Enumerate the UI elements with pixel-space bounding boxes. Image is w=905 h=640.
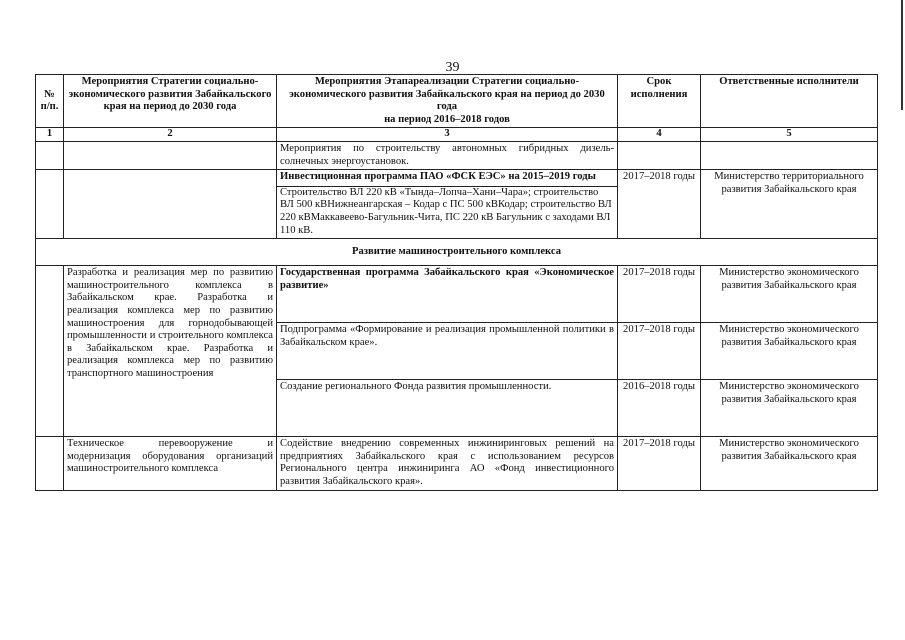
header-deadline: Срок исполнения <box>618 75 701 128</box>
header-stage-measures-line1: Мероприятия Этапареализации Стратегии социально-экономического развития Забайкальского края на период до 2030 года <box>289 76 605 113</box>
row-deadline: 2017–2018 годы <box>618 437 701 490</box>
column-number: 5 <box>701 128 878 142</box>
row-responsible: Министерство территориального развития Забайкальского края <box>701 170 878 239</box>
header-strategy-measures: Мероприятия Стратегии социально-экономического развития Забайкальского края на период до 2030 года <box>64 75 277 128</box>
table-row <box>36 141 878 169</box>
page-number: 39 <box>445 60 460 75</box>
column-number-row <box>36 128 878 142</box>
header-responsible: Ответственные исполнители <box>701 75 878 128</box>
section-row <box>36 239 878 266</box>
column-number: 1 <box>36 128 64 142</box>
row-deadline: 2016–2018 годы <box>618 380 701 437</box>
column-number: 4 <box>618 128 701 142</box>
scan-edge-artifact <box>901 0 903 110</box>
group-strategy-measure: Разработка и реализация мер по развитию машиностроительного комплекса в Забайкальском крае. Разработка и реализация комплекса мер по развитию машиностроения для горнодобывающей промышленности и строительного комплекса в Забайкальском крае. Разработка и реализация комплекса мер по развитию транспортного машиностроения <box>64 266 277 437</box>
row-stage-measure <box>277 170 618 239</box>
investment-program-body: Строительство ВЛ 220 кВ «Тында–Лопча–Хани–Чара»; строительство ВЛ 500 кВНижнеангарская – Кодар с ПС 500 кВКодар; строительство ВЛ 220 кВМаккавеево-Багульник-Чита, ПС 220 кВ Багульник с заходами ВЛ 110 кВ. <box>277 186 617 237</box>
row-stage-measure: Государственная программа Забайкальского края «Экономическое развитие» <box>277 266 618 323</box>
table-row <box>36 266 878 323</box>
row-responsible: Министерство экономического развития Забайкальского края <box>701 437 878 490</box>
row-stage-measure: Мероприятия по строительству автономных гибридных дизель-солнечных энергоустановок. <box>277 141 618 169</box>
section-title: Развитие машиностроительного комплекса <box>36 239 878 266</box>
table-row <box>36 170 878 239</box>
strategy-table <box>35 74 878 491</box>
row-deadline: 2017–2018 годы <box>618 170 701 239</box>
row-stage-measure: Содействие внедрению современных инжиниринговых решений на предприятиях Забайкальского края с использованием ресурсов Регионального центра инжиниринга АО «Фонд инвестиционного развития Забайкальского края». <box>277 437 618 490</box>
header-stage-measures-line2: на период 2016–2018 годов <box>384 113 510 125</box>
column-number: 3 <box>277 128 618 142</box>
table-row <box>36 437 878 490</box>
row-stage-measure: Создание регионального Фонда развития промышленности. <box>277 380 618 437</box>
header-stage-measures <box>277 75 618 128</box>
row-responsible: Министерство экономического развития Забайкальского края <box>701 323 878 380</box>
row-deadline: 2017–2018 годы <box>618 323 701 380</box>
row-responsible: Министерство экономического развития Забайкальского края <box>701 266 878 323</box>
header-number: № п/п. <box>36 75 64 128</box>
column-number: 2 <box>64 128 277 142</box>
row-deadline: 2017–2018 годы <box>618 266 701 323</box>
header-row <box>36 75 878 128</box>
row-stage-measure: Подпрограмма «Формирование и реализация промышленной политики в Забайкальском крае». <box>277 323 618 380</box>
row-responsible: Министерство экономического развития Забайкальского края <box>701 380 878 437</box>
investment-program-title: Инвестиционная программа ПАО «ФСК ЕЭС» на 2015–2019 годы <box>280 171 596 183</box>
row-strategy-measure: Техническое перевооружение и модернизация оборудования организаций машиностроительного комплекса <box>64 437 277 490</box>
